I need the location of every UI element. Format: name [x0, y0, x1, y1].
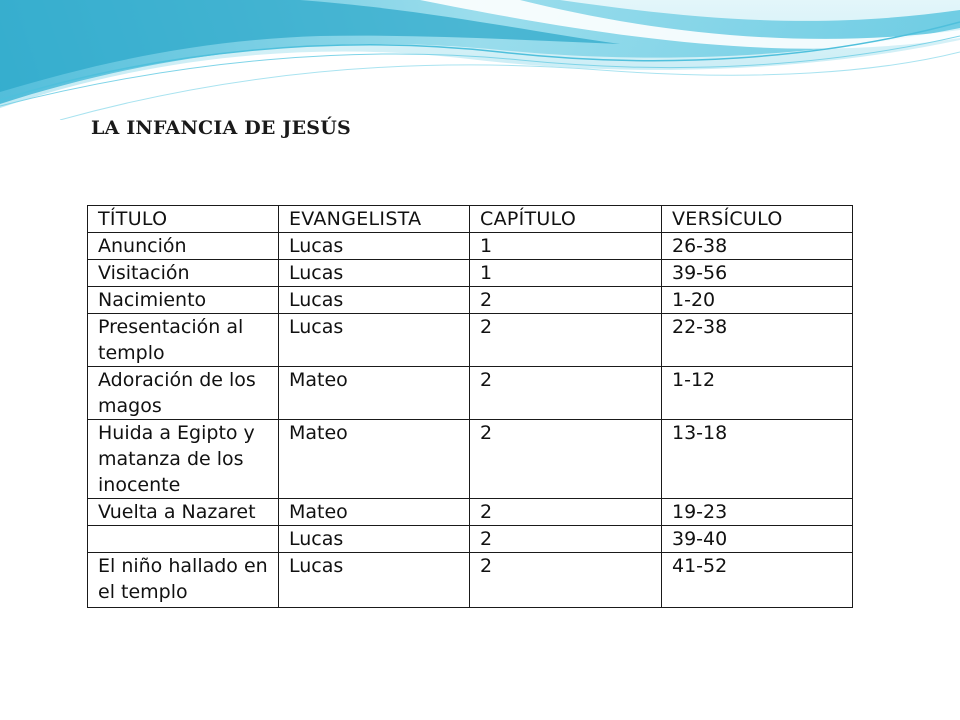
cell-evangelista: Mateo	[279, 420, 470, 499]
cell-evangelista: Lucas	[279, 260, 470, 287]
cell-capitulo: 2	[470, 314, 662, 367]
cell-titulo: Anunción	[88, 233, 279, 260]
cell-evangelista: Lucas	[279, 233, 470, 260]
table-row	[88, 233, 853, 260]
cell-versiculo: 13-18	[662, 420, 853, 499]
header-capitulo: CAPÍTULO	[470, 206, 662, 233]
cell-versiculo: 39-40	[662, 526, 853, 553]
cell-capitulo: 2	[470, 287, 662, 314]
decorative-wave-banner	[0, 0, 960, 120]
cell-evangelista: Lucas	[279, 287, 470, 314]
cell-evangelista: Lucas	[279, 314, 470, 367]
cell-titulo: Visitación	[88, 260, 279, 287]
cell-titulo: Adoración de los magos	[88, 367, 279, 420]
cell-titulo: Nacimiento	[88, 287, 279, 314]
table-row	[88, 260, 853, 287]
cell-evangelista: Mateo	[279, 499, 470, 526]
cell-capitulo: 2	[470, 526, 662, 553]
table-row	[88, 499, 853, 526]
table-row	[88, 314, 853, 367]
cell-titulo: El niño hallado en el templo	[88, 553, 279, 608]
cell-evangelista: Lucas	[279, 553, 470, 608]
cell-versiculo: 1-20	[662, 287, 853, 314]
table-row	[88, 526, 853, 553]
cell-versiculo: 22-38	[662, 314, 853, 367]
cell-capitulo: 1	[470, 233, 662, 260]
slide-title: LA INFANCIA DE JESÚS	[91, 117, 351, 139]
cell-evangelista: Lucas	[279, 526, 470, 553]
cell-versiculo: 1-12	[662, 367, 853, 420]
gospel-table-container	[87, 205, 852, 608]
cell-titulo	[88, 526, 279, 553]
cell-titulo: Huida a Egipto y matanza de los inocente	[88, 420, 279, 499]
cell-titulo: Presentación al templo	[88, 314, 279, 367]
cell-versiculo: 39-56	[662, 260, 853, 287]
gospel-passages-table	[87, 205, 853, 608]
cell-titulo: Vuelta a Nazaret	[88, 499, 279, 526]
cell-capitulo: 2	[470, 499, 662, 526]
table-row	[88, 420, 853, 499]
cell-versiculo: 26-38	[662, 233, 853, 260]
table-header-row	[88, 206, 853, 233]
table-row	[88, 367, 853, 420]
cell-capitulo: 2	[470, 367, 662, 420]
cell-capitulo: 2	[470, 553, 662, 608]
cell-capitulo: 1	[470, 260, 662, 287]
cell-evangelista: Mateo	[279, 367, 470, 420]
header-evangelista: EVANGELISTA	[279, 206, 470, 233]
header-versiculo: VERSÍCULO	[662, 206, 853, 233]
table-row	[88, 553, 853, 608]
table-row	[88, 287, 853, 314]
cell-capitulo: 2	[470, 420, 662, 499]
header-titulo: TÍTULO	[88, 206, 279, 233]
cell-versiculo: 41-52	[662, 553, 853, 608]
cell-versiculo: 19-23	[662, 499, 853, 526]
